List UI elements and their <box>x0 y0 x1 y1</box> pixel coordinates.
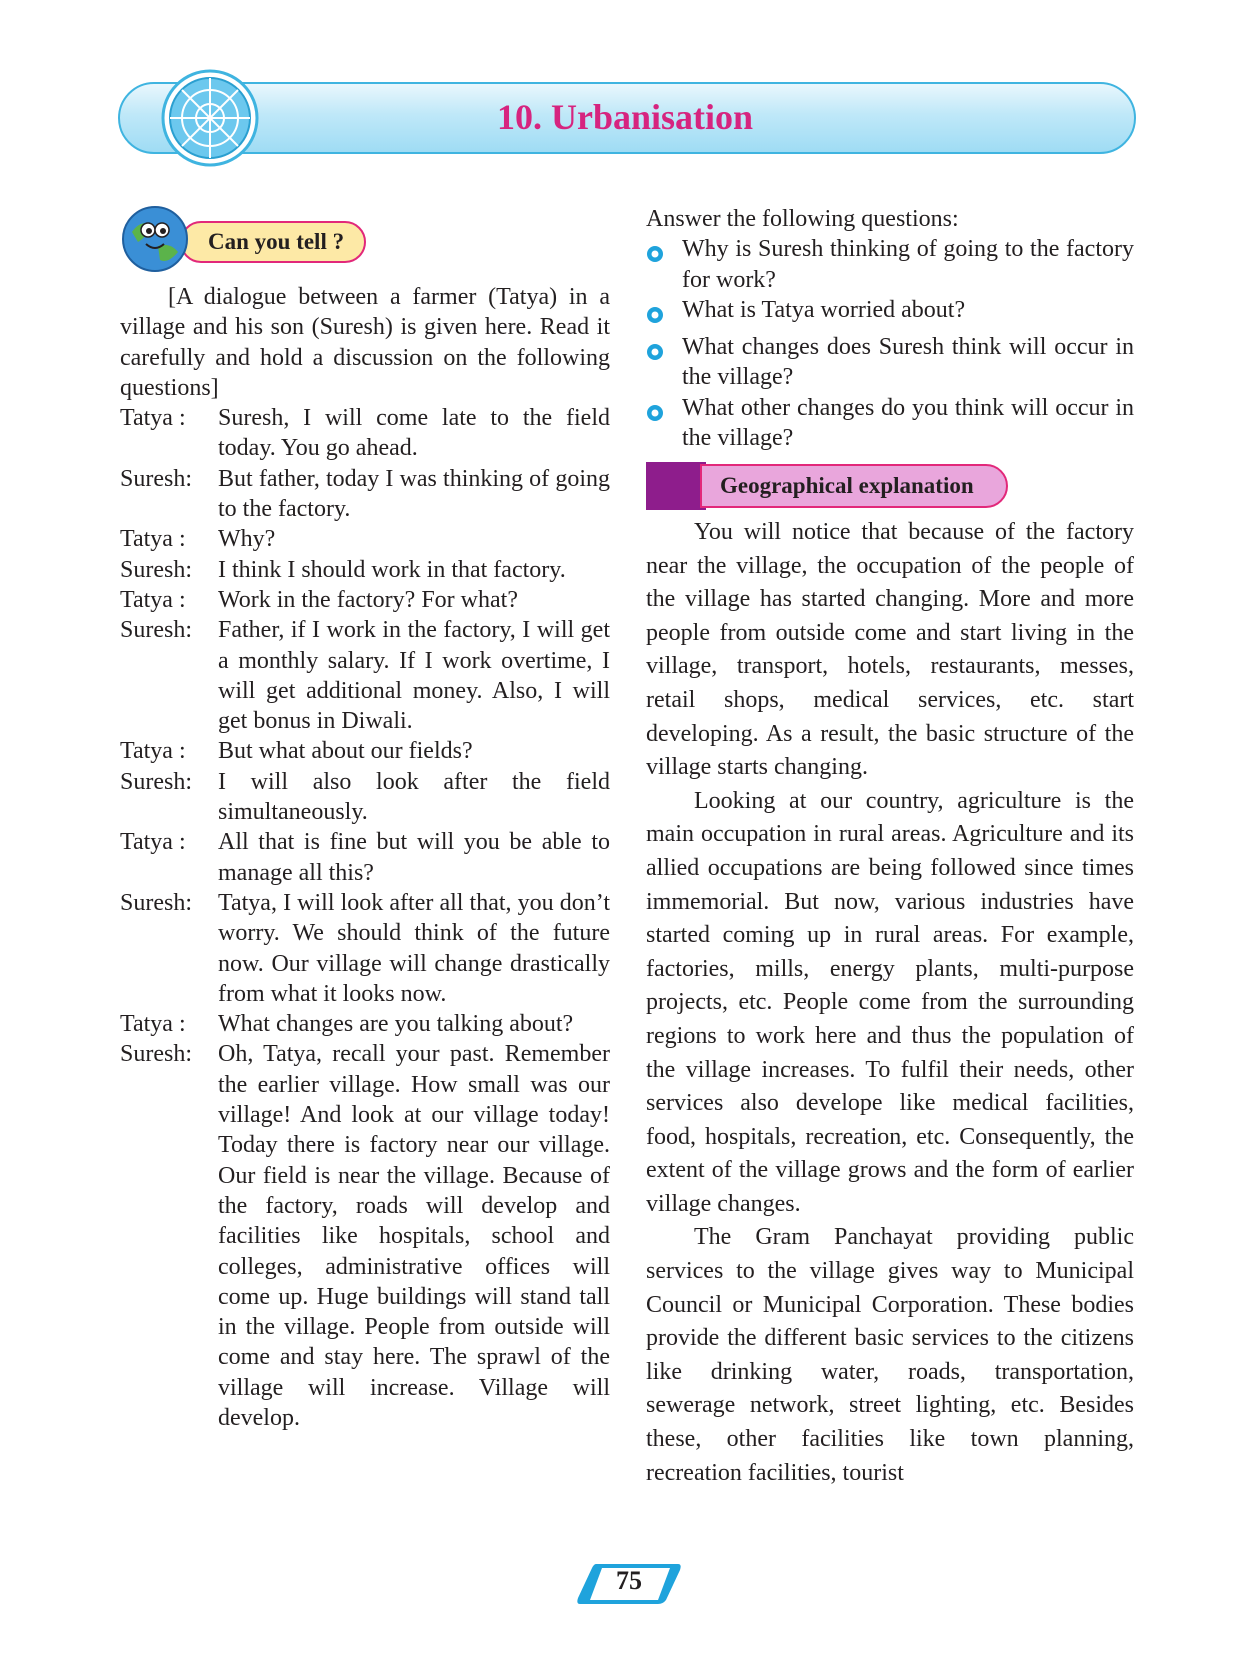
page-number: 75 <box>616 1566 642 1595</box>
speaker: Suresh: <box>120 889 192 916</box>
globe-mascot-icon <box>118 202 192 276</box>
flower-bullet-icon <box>646 332 682 369</box>
dialogue-line <box>120 555 610 585</box>
geo-heading: Geographical explanation <box>700 464 1008 508</box>
dialogue-line <box>120 615 610 736</box>
question-item <box>646 234 1134 295</box>
speaker: Tatya : <box>120 405 186 432</box>
speaker: Suresh: <box>120 768 192 795</box>
globe-icon <box>160 68 260 168</box>
dialogue-text: Work in the factory? For what? <box>218 586 518 613</box>
flower-bullet-icon <box>646 234 682 271</box>
speaker: Suresh: <box>120 465 192 492</box>
dialogue <box>120 403 610 1433</box>
speaker: Suresh: <box>120 1041 192 1068</box>
speaker: Suresh: <box>120 617 192 644</box>
dialogue-line <box>120 1009 610 1039</box>
question-text: What is Tatya worried about? <box>682 296 966 323</box>
intro-paragraph: [A dialogue between a farmer (Tatya) in a village and his son (Suresh) is given here. Read it carefully and hold a discussion on the following questions] <box>120 284 610 401</box>
left-column <box>120 282 610 1433</box>
question-item <box>646 295 1134 332</box>
dialogue-text: Father, if I work in the factory, I will get a monthly salary. If I work overtime, I will get additional money. Also, I will get bonus in Diwali. <box>218 617 610 735</box>
geo-paragraph: Looking at our country, agriculture is the main occupation in rural areas. Agriculture and its allied occupations are being followed since times immemorial. But now, various industries have started coming up in rural areas. For example, factories, mills, energy plants, multi-purpose projects, etc. People come from the surrounding regions to work here and thus the population of the village increases. To fulfil their needs, other services also develope like medical facilities, food, hospitals, recreation, etc. Consequently, the extent of the village grows and the form of earlier village changes. <box>646 787 1134 1217</box>
dialogue-line <box>120 827 610 888</box>
flower-bullet-icon <box>646 393 682 430</box>
dialogue-text: I think I should work in that factory. <box>218 556 566 583</box>
question-text: What other changes do you think will occur in the village? <box>682 394 1134 452</box>
dialogue-line <box>120 767 610 828</box>
dialogue-text: But father, today I was thinking of going to the factory. <box>218 465 610 523</box>
speaker: Tatya : <box>120 738 186 765</box>
geo-paragraph: The Gram Panchayat providing public services to the village gives way to Municipal Council or Municipal Corporation. These bodies provide the different basic services to the citizens like drinking water, roads, transportation, sewerage network, street lighting, etc. Besides these, other facilities like town planning, recreation facilities, tourist <box>646 1224 1134 1486</box>
speaker: Suresh: <box>120 556 192 583</box>
dialogue-text: But what about our fields? <box>218 738 473 765</box>
flower-bullet-icon <box>646 295 682 332</box>
geo-heading-block <box>646 462 706 510</box>
geo-paragraph: You will notice that because of the factory near the village, the occupation of the people of the village has started changing. More and more people from outside come and start living in the village, transport, hotels, restaurants, messes, retail shops, medical services, etc. start developing. As a result, the basic structure of the village starts changing. <box>646 519 1134 781</box>
dialogue-text: Tatya, I will look after all that, you don’t worry. We should think of the future now. Our village will change drastically from what it looks now. <box>218 889 610 1007</box>
dialogue-line <box>120 585 610 615</box>
dialogue-text: Why? <box>218 526 276 553</box>
geo-explanation <box>646 516 1134 1490</box>
question-text: What changes does Suresh think will occur in the village? <box>682 334 1134 391</box>
question-text: Why is Suresh thinking of going to the factory for work? <box>682 236 1134 293</box>
dialogue-line <box>120 403 610 464</box>
chapter-title: 10. Urbanisation <box>496 97 754 137</box>
dialogue-text: What changes are you talking about? <box>218 1011 574 1038</box>
dialogue-line <box>120 888 610 1009</box>
can-you-tell-badge: Can you tell ? <box>180 221 366 263</box>
speaker: Tatya : <box>120 586 186 613</box>
dialogue-line <box>120 736 610 766</box>
questions-section <box>646 204 1134 453</box>
dialogue-text: Oh, Tatya, recall your past. Remember the earlier village. How small was our village! And look at our village today! Today there is factory near our village. Our field is near the village. Because of the factory, roads will develop and facilities like hospitals, school and colleges, administrative offices will come up. Huge buildings will stand tall in the village. People from outside will come and stay here. The sprawl of the village will increase. Village will develop. <box>218 1041 610 1431</box>
question-item <box>646 332 1134 393</box>
dialogue-text: I will also look after the field simultaneously. <box>218 768 610 826</box>
questions-heading: Answer the following questions: <box>646 206 959 232</box>
dialogue-line <box>120 524 610 554</box>
speaker: Tatya : <box>120 1011 186 1038</box>
question-item <box>646 393 1134 454</box>
dialogue-line <box>120 1039 610 1433</box>
dialogue-text: Suresh, I will come late to the field today. You go ahead. <box>218 405 610 462</box>
dialogue-line <box>120 464 610 525</box>
speaker: Tatya : <box>120 526 186 553</box>
dialogue-text: All that is fine but will you be able to manage all this? <box>218 829 610 886</box>
speaker: Tatya : <box>120 829 186 856</box>
